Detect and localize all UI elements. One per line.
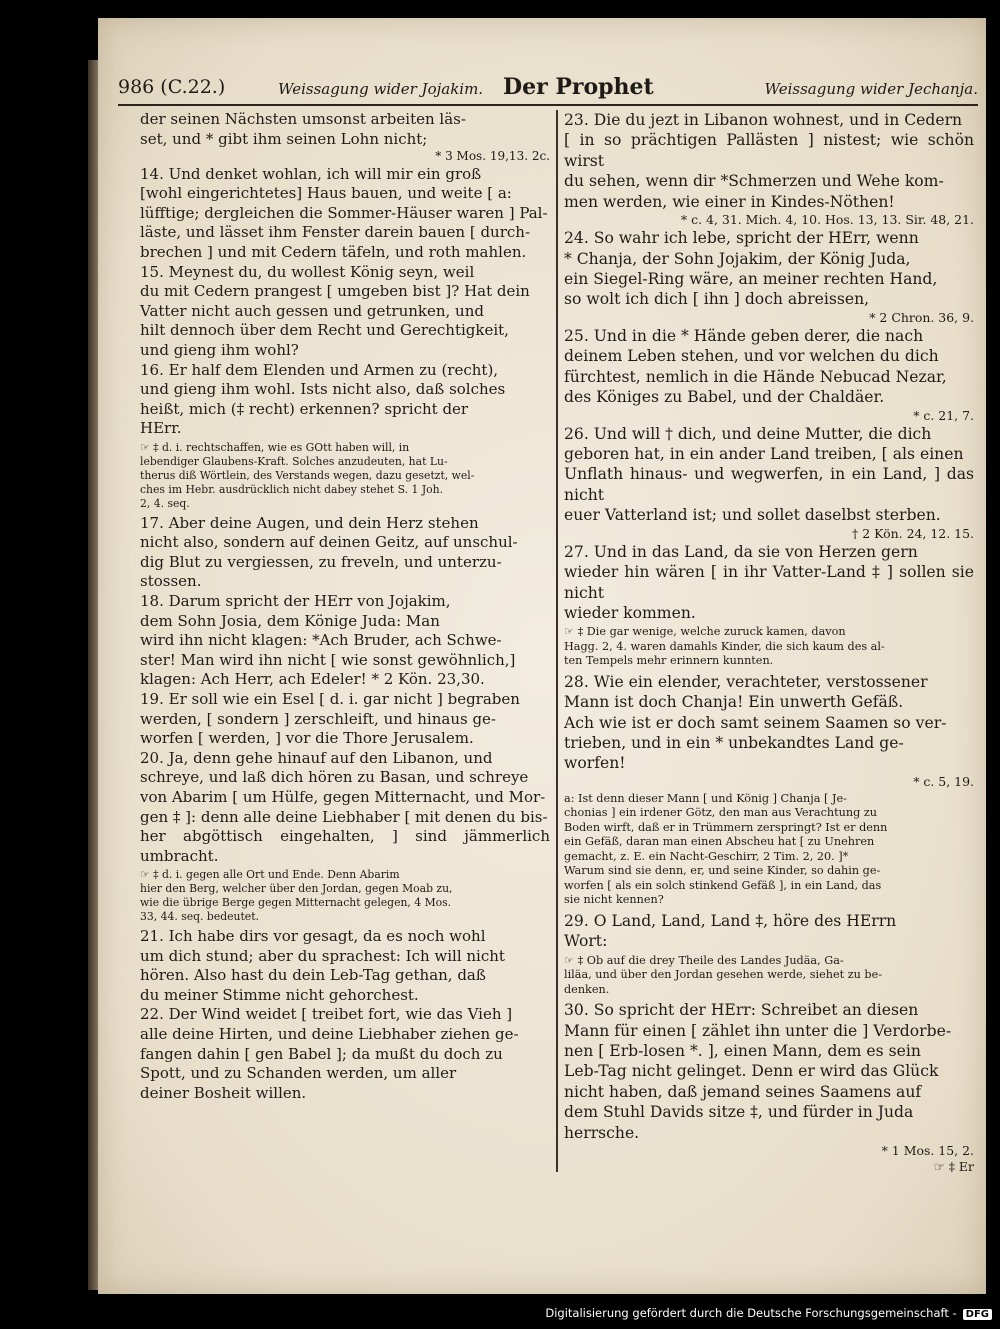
- cross-reference: ☞ ‡ Er: [933, 1159, 974, 1175]
- cross-reference: * 3 Mos. 19,13. 2c.: [435, 149, 550, 164]
- cross-reference: * 1 Mos. 15, 2.: [881, 1142, 974, 1158]
- running-head-center: Der Prophet: [503, 74, 654, 100]
- footer-text: Digitalisierung gefördert durch die Deutsche Forschungsgemeinschaft -: [545, 1306, 957, 1320]
- header-rule: [118, 104, 978, 106]
- running-head-left: Weissagung wider Jojakim.: [278, 80, 484, 98]
- column-divider: [556, 110, 558, 1172]
- footnote: ☞ ‡ d. i. gegen alle Ort und Ende. Denn Abarim hier den Berg, welcher über den Jordan, gegen Moab zu, wie die übrige Berge gegen Mitternacht gelegen, 4 Mos. 33, 44. seq. bedeutet.: [140, 868, 453, 924]
- running-head-right: Weissagung wider Jechanja.: [764, 80, 978, 98]
- verse-paragraph: 21. Ich habe dirs vor gesagt, da es noch wohl um dich stund; aber du sprachest: Ich will nicht hören. Also hast du dein Leb-Tag gethan, daß du meiner Stimme nicht gehorchest.: [140, 926, 505, 1004]
- verse-paragraph: 23. Die du jezt in Libanon wohnest, und in Cedern [ in so prächtigen Pallästen ] nistest; wie schön wirst du sehen, wenn dir *Schmerzen und Wehe kom- men werden, wie einer in Kindes-Nöthen!: [564, 111, 974, 211]
- cross-reference: * c. 5, 19.: [913, 773, 974, 789]
- verse-paragraph: 26. Und will † dich, und deine Mutter, die dich geboren hat, in ein ander Land treiben, [ als einen Unflath hinaus- und wegwerfen, in ein Land, ] das nicht euer Vatterland ist; und sollet daselbst sterben.: [564, 424, 974, 525]
- page-number: 986 (C.22.): [118, 76, 226, 98]
- cross-reference: * c. 4, 31. Mich. 4, 10. Hos. 13, 13. Sir. 48, 21.: [680, 212, 974, 228]
- verse-paragraph: 27. Und in das Land, da sie von Herzen gern wieder hin wären [ in ihr Vatter-Land ‡ ] sollen sie nicht wieder kommen.: [564, 542, 974, 622]
- footnote: ☞ ‡ Ob auf die drey Theile des Landes Judäa, Ga- liläa, und über den Jordan gesehen werde, siehet zu be- denken.: [564, 953, 883, 996]
- verse-paragraph: 16. Er half dem Elenden und Armen zu (recht), und gieng ihm wohl. Ists nicht also, daß solches heißt, mich (‡ recht) erkennen? spricht der HErr.: [140, 360, 506, 438]
- verse-paragraph: 19. Er soll wie ein Esel [ d. i. gar nicht ] begraben werden, [ sondern ] zerschleift, und hinaus ge- worfen [ werden, ] vor die Thore Jerusalem.: [140, 689, 520, 748]
- footer: [0, 1306, 992, 1320]
- verse-paragraph: 28. Wie ein elender, verachteter, verstossener Mann ist doch Chanja! Ein unwerth Gefäß. Ach wie ist er doch samt seinem Saamen so ver- trieben, und in ein * unbekandtes Land ge- worfen!: [564, 672, 947, 773]
- verse-paragraph: 25. Und in die * Hände geben derer, die nach deinem Leben stehen, und vor welchen du dich fürchtest, nemlich in die Hände Nebucad Nezar, des Königes zu Babel, und der Chaldäer.: [564, 326, 947, 407]
- footnote: ☞ ‡ Die gar wenige, welche zuruck kamen, davon Hagg. 2, 4. waren damahls Kinder, die sich kaum des al- ten Tempels mehr erinnern kunnten.: [564, 625, 885, 668]
- right-column: [564, 110, 974, 1175]
- verse-paragraph: 17. Aber deine Augen, und dein Herz stehen nicht also, sondern auf deinen Geitz, auf unschul- dig Blut zu vergiessen, zu freveln, und unterzu- stossen.: [140, 513, 518, 591]
- verse-paragraph: 29. O Land, Land, Land ‡, höre des HErrn Wort:: [564, 911, 897, 951]
- page-header: [118, 72, 978, 106]
- footnote: a: Ist denn dieser Mann [ und König ] Chanja [ Je- chonias ] ein irdener Götz, den man aus Verachtung zu Boden wirft, daß er in Trümmern zerspringt? Ist er denn ein Gefäß, daran man einen Abscheu hat [ zu Unehren gemacht, z. E. ein Nacht-Geschirr, 2 Tim. 2, 20. ]* Warum sind sie denn, er, und seine Kinder, so dahin ge- worfen [ als ein solch stinkend Gefäß ], in ein Land, das sie nicht kennen?: [564, 791, 888, 907]
- verse-paragraph: der seinen Nächsten umsonst arbeiten läs- set, und * gibt ihm seinen Lohn nicht;: [140, 110, 466, 148]
- left-column: [140, 110, 550, 1103]
- verse-paragraph: 22. Der Wind weidet [ treibet fort, wie das Vieh ] alle deine Hirten, und deine Liebhaber ziehen ge- fangen dahin [ gen Babel ]; da mußt du doch zu Spott, und zu Schanden werden, um aller deiner Bosheit willen.: [140, 1005, 519, 1102]
- footnote: ☞ ‡ d. i. rechtschaffen, wie es GOtt haben will, in lebendiger Glaubens-Kraft. Solches anzudeuten, hat Lu- therus diß Wörtlein, des Verstands wegen, dazu gesetzt, wel- ches im Hebr. ausdrücklich nicht dabey stehet S. 1 Joh. 2, 4. seq.: [140, 440, 475, 510]
- verse-paragraph: 14. Und denket wohlan, ich will mir ein groß [wohl eingerichtetes] Haus bauen, und weite [ a: lüfftige; dergleichen die Sommer-Häuser waren ] Pal- läste, und lässet ihm Fenster darein bauen [ durch- brechen ] und mit Cedern täfeln, und roth mahlen.: [140, 164, 548, 262]
- verse-paragraph: 24. So wahr ich lebe, spricht der HErr, wenn * Chanja, der Sohn Jojakim, der König Juda, ein Siegel-Ring wäre, an meiner rechten Hand, so wolt ich dich [ ihn ] doch abreissen,: [564, 229, 938, 309]
- verse-paragraph: 20. Ja, denn gehe hinauf auf den Libanon, und schreye, und laß dich hören zu Basan, und schreye von Abarim [ um Hülfe, gegen Mitternacht, und Mor- gen ‡ ]: denn alle deine Liebhaber [ mit denen du bis- her abgöttisch eingehalten, ] sind jämmerlich umbracht.: [140, 748, 550, 865]
- dfg-logo: DFG: [963, 1309, 992, 1320]
- cross-reference: * 2 Chron. 36, 9.: [869, 309, 974, 325]
- verse-paragraph: 30. So spricht der HErr: Schreibet an diesen Mann für einen [ zählet ihn unter die ] Verdorbe- nen [ Erb-losen *. ], einen Mann, dem es sein Leb-Tag nicht gelinget. Denn er wird das Glück nicht haben, daß jemand seines Saamens auf dem Stuhl Davids sitze ‡, und fürder in Juda herrsche.: [564, 1001, 952, 1142]
- verse-paragraph: 18. Darum spricht der HErr von Jojakim, dem Sohn Josia, dem Könige Juda: Man wird ihn nicht klagen: *Ach Bruder, ach Schwe- ster! Man wird ihn nicht [ wie sonst gewöhnlich,] klagen: Ach Herr, ach Edeler! * 2 Kön. 23,30.: [140, 591, 516, 689]
- verse-paragraph: 15. Meynest du, du wollest König seyn, weil du mit Cedern prangest [ umgeben bist ]? Hat dein Vatter nicht auch gessen und getrunken, und hilt dennoch über dem Recht und Gerechtigkeit, und gieng ihm wohl?: [140, 262, 530, 360]
- cross-reference: † 2 Kön. 24, 12. 15.: [852, 525, 974, 541]
- cross-reference: * c. 21, 7.: [913, 407, 974, 423]
